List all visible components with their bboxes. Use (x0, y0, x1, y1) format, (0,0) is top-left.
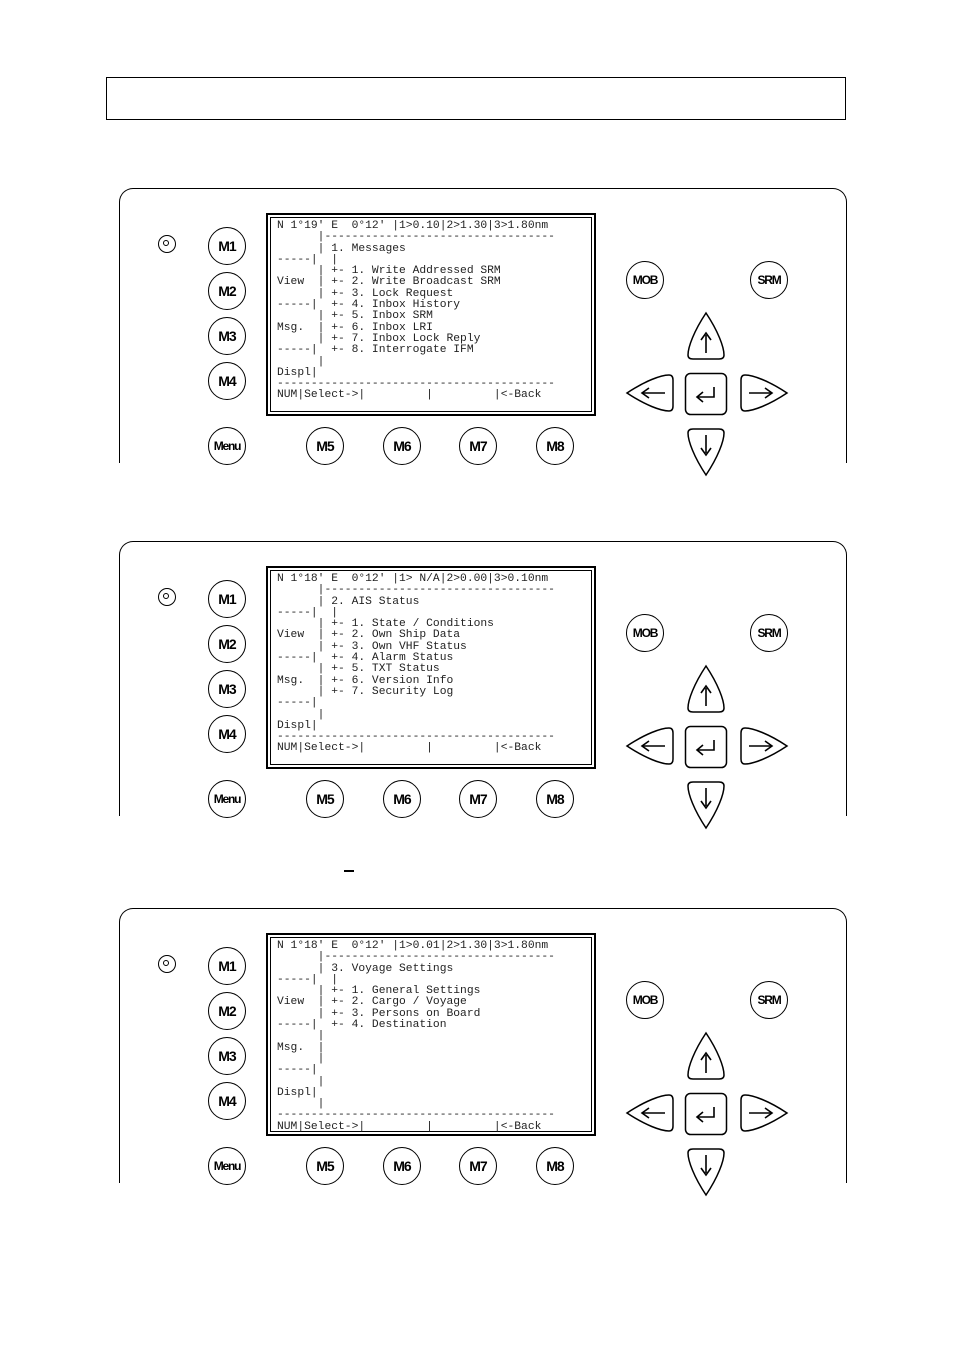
mob-button[interactable]: MOB (626, 261, 664, 299)
m2-button[interactable]: M2 (208, 625, 246, 663)
right-arrow-button[interactable] (739, 1091, 789, 1135)
srm-button[interactable]: SRM (750, 261, 788, 299)
m6-button[interactable]: M6 (383, 780, 421, 818)
m7-button[interactable]: M7 (459, 780, 497, 818)
screen-text: N 1°19' E 0°12' |1>0.10|2>1.30|3>1.80nm |---------------------------------- | 1. Messages -----| | | +- 1. Write Addressed SRM View | +- 2. Write Broadcast SRM | +- 3. Lock Request -----| +- 4. Inbox History | +- 5. Inbox SRM Msg. | +- 6. Inbox LRI | +- 7. Inbox Lock Reply -----| +- 8. Interrogate IFM | Displ| ----------------------------------------- NUM|Select->| | |<-Back (277, 220, 555, 402)
down-arrow-icon (684, 780, 728, 830)
lcd-inner (270, 217, 592, 412)
m8-button[interactable]: M8 (536, 427, 574, 465)
lcd-screen (266, 213, 596, 416)
screen-text: N 1°18' E 0°12' |1>0.01|2>1.30|3>1.80nm |---------------------------------- | 3. Voyage Settings -----| | | +- 1. General Settings View | +- 2. Cargo / Voyage | +- 3. Persons on Board -----| +- 4. Destination | Msg. | | -----| | Displ| | ----------------------------------------- NUM|Select->| | |<-Back (277, 940, 555, 1133)
down-arrow-button[interactable] (684, 427, 728, 477)
down-arrow-icon (684, 1147, 728, 1197)
srm-button[interactable]: SRM (750, 614, 788, 652)
down-arrow-button[interactable] (684, 1147, 728, 1197)
left-arrow-button[interactable] (625, 1091, 675, 1135)
right-arrow-button[interactable] (739, 724, 789, 768)
dash-mark (344, 870, 354, 872)
device-panel-messages (119, 188, 847, 463)
left-arrow-icon (625, 724, 675, 768)
m2-button[interactable]: M2 (208, 992, 246, 1030)
up-arrow-icon (684, 1031, 728, 1081)
lcd-inner (270, 937, 592, 1132)
up-arrow-icon (684, 311, 728, 361)
up-arrow-button[interactable] (684, 664, 728, 714)
device-panel-ais-status (119, 541, 847, 816)
header-box (106, 77, 846, 120)
up-arrow-button[interactable] (684, 311, 728, 361)
m5-button[interactable]: M5 (306, 780, 344, 818)
m7-button[interactable]: M7 (459, 1147, 497, 1185)
left-arrow-icon (625, 371, 675, 415)
up-arrow-button[interactable] (684, 1031, 728, 1081)
m4-button[interactable]: M4 (208, 715, 246, 753)
power-led (158, 235, 176, 253)
m6-button[interactable]: M6 (383, 427, 421, 465)
left-arrow-button[interactable] (625, 371, 675, 415)
m4-button[interactable]: M4 (208, 362, 246, 400)
right-arrow-button[interactable] (739, 371, 789, 415)
left-arrow-icon (625, 1091, 675, 1135)
right-arrow-icon (739, 724, 789, 768)
enter-button[interactable] (684, 372, 728, 416)
m4-button[interactable]: M4 (208, 1082, 246, 1120)
m1-button[interactable]: M1 (208, 580, 246, 618)
right-arrow-icon (739, 1091, 789, 1135)
down-arrow-button[interactable] (684, 780, 728, 830)
m7-button[interactable]: M7 (459, 427, 497, 465)
menu-button[interactable]: Menu (208, 1147, 246, 1185)
m6-button[interactable]: M6 (383, 1147, 421, 1185)
lcd-screen (266, 933, 596, 1136)
lcd-screen (266, 566, 596, 769)
srm-button[interactable]: SRM (750, 981, 788, 1019)
enter-icon (684, 725, 728, 769)
m1-button[interactable]: M1 (208, 947, 246, 985)
m8-button[interactable]: M8 (536, 1147, 574, 1185)
m3-button[interactable]: M3 (208, 317, 246, 355)
menu-button[interactable]: Menu (208, 427, 246, 465)
m5-button[interactable]: M5 (306, 427, 344, 465)
m1-button[interactable]: M1 (208, 227, 246, 265)
power-led (158, 955, 176, 973)
m8-button[interactable]: M8 (536, 780, 574, 818)
left-arrow-button[interactable] (625, 724, 675, 768)
m3-button[interactable]: M3 (208, 670, 246, 708)
screen-text: N 1°18' E 0°12' |1> N/A|2>0.00|3>0.10nm |---------------------------------- | 2. AIS Status -----| | | +- 1. State / Conditions View | +- 2. Own Ship Data | +- 3. Own VHF Status -----| +- 4. Alarm Status | +- 5. TXT Status Msg. | +- 6. Version Info | +- 7. Security Log -----| | Displ| ----------------------------------------- NUM|Select->| | |<-Back (277, 573, 555, 755)
menu-button[interactable]: Menu (208, 780, 246, 818)
enter-icon (684, 372, 728, 416)
lcd-inner (270, 570, 592, 765)
device-panel-voyage-settings (119, 908, 847, 1183)
m5-button[interactable]: M5 (306, 1147, 344, 1185)
enter-button[interactable] (684, 725, 728, 769)
right-arrow-icon (739, 371, 789, 415)
mob-button[interactable]: MOB (626, 614, 664, 652)
m3-button[interactable]: M3 (208, 1037, 246, 1075)
power-led (158, 588, 176, 606)
up-arrow-icon (684, 664, 728, 714)
enter-button[interactable] (684, 1092, 728, 1136)
m2-button[interactable]: M2 (208, 272, 246, 310)
down-arrow-icon (684, 427, 728, 477)
mob-button[interactable]: MOB (626, 981, 664, 1019)
enter-icon (684, 1092, 728, 1136)
